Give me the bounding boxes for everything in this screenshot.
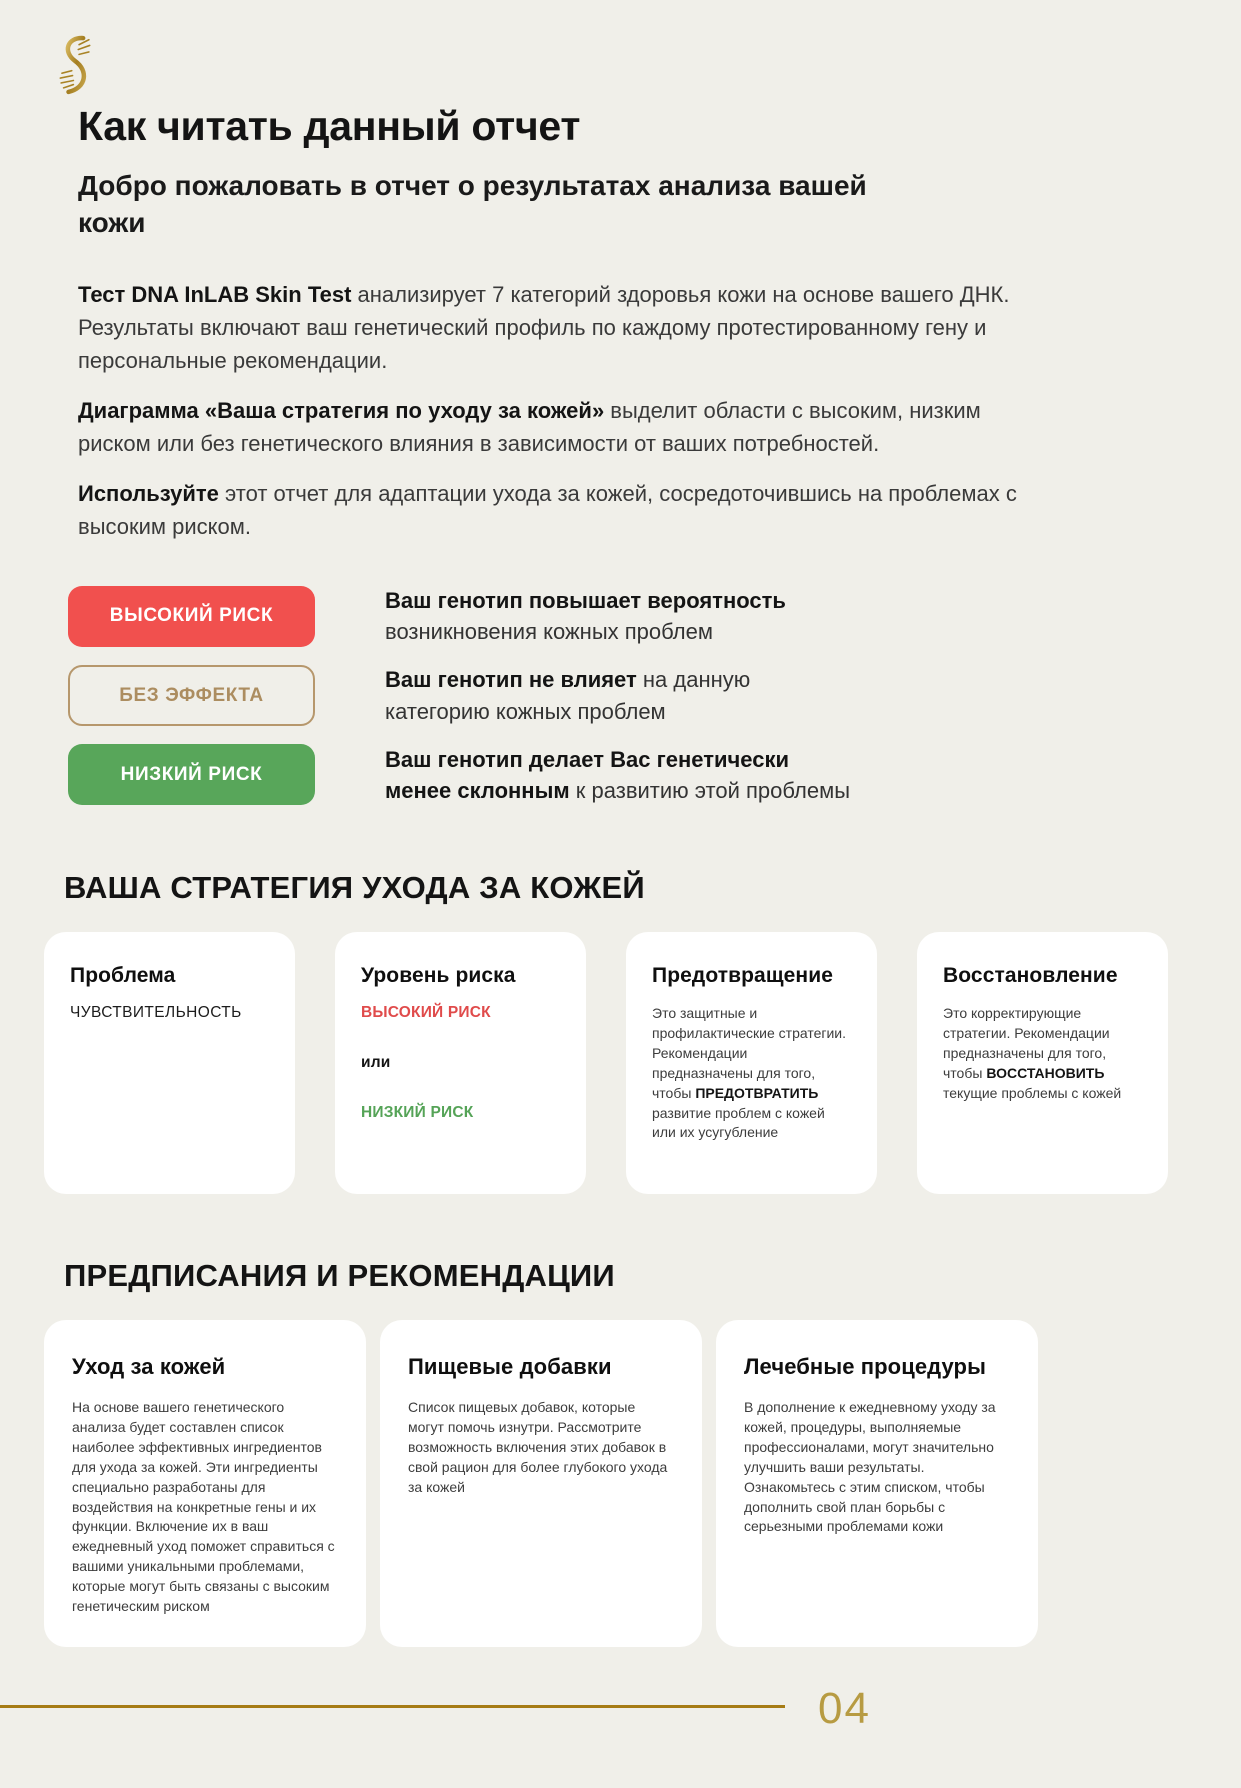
intro-paragraph (78, 278, 1028, 377)
card-title: Лечебные процедуры (744, 1354, 986, 1380)
intro-section (78, 278, 1028, 543)
page-subtitle: Добро пожаловать в отчет о результатах анализа вашей кожи (78, 169, 867, 238)
strategy-card-problem (44, 932, 295, 1194)
strategy-card-risk-level (335, 932, 586, 1194)
risk-level-high-text: ВЫСОКИЙ РИСК (361, 1004, 491, 1022)
legend-description (385, 664, 750, 726)
card-title: Предотвращение (652, 964, 834, 988)
intro-paragraph-lead: Используйте (78, 480, 219, 506)
intro-paragraph-text: анализирует 7 категорий здоровья кожи на основе вашего ДНК. Результаты включают ваш генетический профиль по каждому протестированному гену и персональные рекомендации. (78, 281, 1010, 373)
legend-description-line: Ваш генотип повышает вероятность (385, 587, 786, 613)
card-title: Пищевые добавки (408, 1354, 612, 1380)
problem-value: ЧУВСТВИТЕЛЬНОСТЬ (70, 1004, 242, 1022)
legend-description-line: возникновения кожных проблем (385, 619, 713, 645)
intro-paragraph (78, 394, 1028, 460)
card-title: Проблема (70, 964, 176, 988)
card-title: Уровень риска (361, 964, 516, 988)
card-body: Это защитные и профилактические стратегии. Рекомендации предназначены для того, чтобы ПРЕДОТВРАТИТЬ развитие проблем с кожей или их усугубление (652, 1005, 847, 1141)
card-body: Список пищевых добавок, которые могут помочь изнутри. Рассмотрите возможность включения этих добавок в свой рацион для более глубокого ухода за кожей (408, 1399, 668, 1495)
dna-helix-icon (46, 34, 104, 96)
legend-row (68, 744, 1241, 806)
prescription-card-supplements (380, 1320, 702, 1647)
card-body: На основе вашего генетического анализа будет составлен список наиболее эффективных ингредиентов для ухода за кожей. Эти ингредиенты специально разработаны для воздействия на конкретные гены и их функции. Включение их в ваш ежедневный уход поможет справиться с вашими уникальными проблемами, которые могут быть связаны с высоким генетическим риском (72, 1399, 335, 1614)
low-risk-badge: НИЗКИЙ РИСК (68, 744, 315, 805)
intro-paragraph (78, 477, 1028, 543)
intro-paragraph-text: этот отчет для адаптации ухода за кожей, сосредоточившись на проблемах с высоким риском. (78, 480, 1017, 539)
high-risk-badge: ВЫСОКИЙ РИСК (68, 586, 315, 647)
page-title: Как читать данный отчет (78, 103, 581, 149)
legend-description (385, 744, 850, 806)
legend-description (385, 585, 786, 647)
legend-description-line: Ваш генотип не влияет на данную (385, 667, 751, 693)
risk-level-low-text: НИЗКИЙ РИСК (361, 1104, 474, 1122)
section-title-prescriptions: ПРЕДПИСАНИЯ И РЕКОМЕНДАЦИИ (64, 1258, 615, 1294)
prescription-card-skincare (44, 1320, 366, 1647)
legend-description-line: менее склонным к развитию этой проблемы (385, 777, 850, 803)
legend-row (68, 585, 1241, 647)
card-body: В дополнение к ежедневному уходу за кожей, процедуры, выполняемые профессионалами, могут значительно улучшить ваши результаты. Ознакомьтесь с этим списком, чтобы дополнить свой план борьбы с серьезными проблемами кожи (744, 1399, 996, 1535)
legend-row (68, 664, 1241, 726)
legend-description-line: категорию кожных проблем (385, 698, 666, 724)
risk-legend (68, 585, 1241, 806)
card-body: Это корректирующие стратегии. Рекомендации предназначены для того, чтобы ВОССТАНОВИТЬ текущие проблемы с кожей (943, 1005, 1122, 1101)
card-title: Уход за кожей (72, 1354, 226, 1380)
page-number: 04 (818, 1684, 871, 1733)
footer-divider (0, 1705, 785, 1708)
section-title-strategy: ВАША СТРАТЕГИЯ УХОДА ЗА КОЖЕЙ (64, 870, 645, 906)
intro-paragraph-text: выделит области с высоким, низким риском или без генетического влияния в зависимости от ваших потребностей. (78, 397, 981, 456)
strategy-cards-row (44, 932, 1241, 1194)
card-title: Восстановление (943, 964, 1118, 988)
intro-paragraph-lead: Тест DNA InLAB Skin Test (78, 281, 352, 307)
strategy-card-restoration (917, 932, 1168, 1194)
legend-description-line: Ваш генотип делает Вас генетически (385, 746, 789, 772)
intro-paragraph-lead: Диаграмма «Ваша стратегия по уходу за кожей» (78, 397, 605, 423)
prescriptions-cards-row (44, 1320, 1241, 1647)
no-effect-badge: БЕЗ ЭФФЕКТА (68, 665, 315, 726)
strategy-card-prevention (626, 932, 877, 1194)
prescription-card-treatments (716, 1320, 1038, 1647)
risk-level-or-text: или (361, 1054, 391, 1072)
report-page (0, 34, 1241, 1788)
